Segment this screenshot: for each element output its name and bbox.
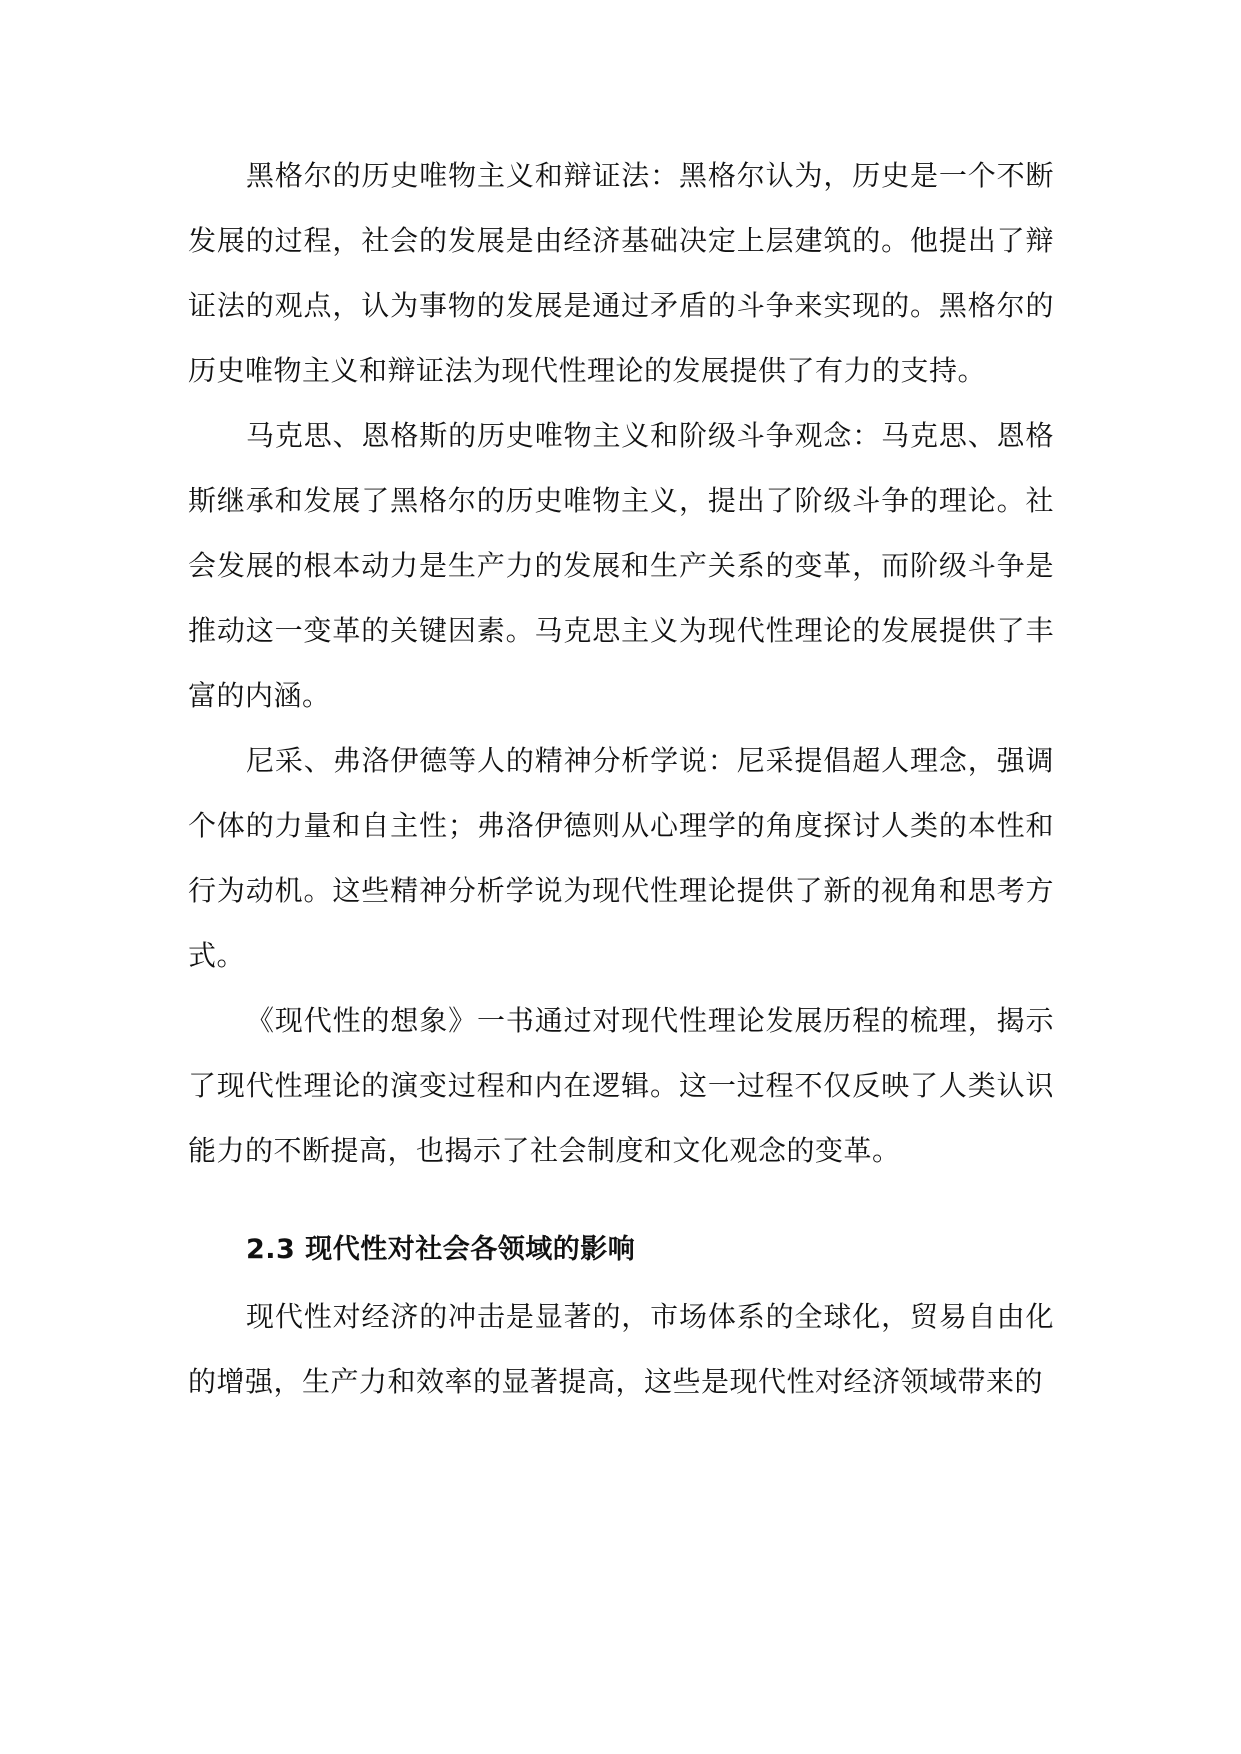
document-body: [188, 143, 1054, 1414]
paragraph-marx-engels: 马克思、恩格斯的历史唯物主义和阶级斗争观念：马克思、恩格斯继承和发展了黑格尔的历史唯物主义，提出了阶级斗争的理论。社会发展的根本动力是生产力的发展和生产关系的变革，而阶级斗争是推动这一变革的关键因素。马克思主义为现代性理论的发展提供了丰富的内涵。: [188, 419, 1054, 712]
section-heading: 2.3 现代性对社会各领域的影响: [246, 1234, 636, 1265]
paragraph-book-summary: 《现代性的想象》一书通过对现代性理论发展历程的梳理，揭示了现代性理论的演变过程和内在逻辑。这一过程不仅反映了人类认识能力的不断提高，也揭示了社会制度和文化观念的变革。: [188, 1004, 1054, 1167]
paragraph-hegel: 黑格尔的历史唯物主义和辩证法：黑格尔认为，历史是一个不断发展的过程，社会的发展是由经济基础决定上层建筑的。他提出了辩证法的观点，认为事物的发展是通过矛盾的斗争来实现的。黑格尔的历史唯物主义和辩证法为现代性理论的发展提供了有力的支持。: [188, 159, 1054, 387]
paragraph-economy: 现代性对经济的冲击是显著的，市场体系的全球化，贸易自由化的增强，生产力和效率的显著提高，这些是现代性对经济领域带来的: [188, 1300, 1054, 1398]
paragraph-nietzsche-freud: 尼采、弗洛伊德等人的精神分析学说：尼采提倡超人理念，强调个体的力量和自主性；弗洛伊德则从心理学的角度探讨人类的本性和行为动机。这些精神分析学说为现代性理论提供了新的视角和思考方式。: [188, 744, 1054, 972]
